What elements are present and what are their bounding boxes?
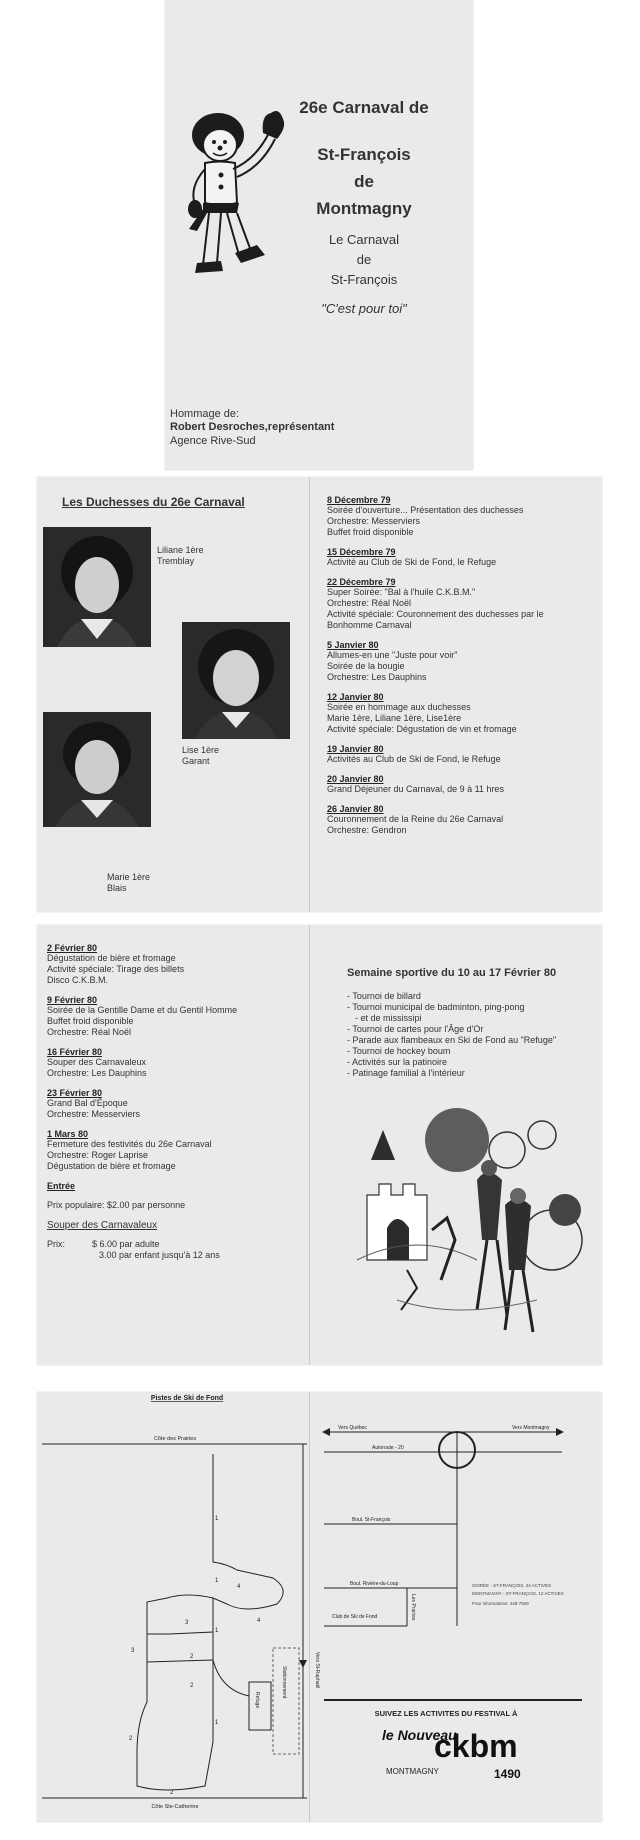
road-bottom: Côte Ste-Catherine (151, 1804, 199, 1810)
frequency-label: 1490 (494, 1767, 521, 1781)
event-date: 5 Janvier 80 (327, 640, 379, 650)
event-line: Super Soirée: "Bal à l'huile C.K.B.M." (327, 587, 476, 597)
semaine-item: - et de mississipi (347, 1013, 556, 1024)
prix-label: Prix: (47, 1239, 65, 1249)
cover-page (165, 0, 473, 470)
to-quebec: Vers Québec (338, 1425, 367, 1431)
event-line: Marie 1ère, Liliane 1ère, Lise1ère (327, 713, 462, 723)
event-block (327, 495, 592, 538)
trail-number: 2 (190, 1654, 194, 1660)
event-line: Souper des Carnavaleux (47, 1057, 147, 1067)
semaine-item: - Tournoi de billard (347, 991, 556, 1002)
event-date: 12 Janvier 80 (327, 692, 384, 702)
suivez-label: SUIVEZ LES ACTIVITES DU FESTIVAL À (374, 1709, 518, 1718)
event-line: Buffet froid disponible (47, 1016, 134, 1026)
trail-number: 1 (215, 1516, 219, 1522)
trail-number: 1 (215, 1578, 219, 1584)
cover-subtitle2: de (356, 252, 372, 267)
cover-subtitle1: Le Carnaval (328, 232, 400, 247)
event-line: Orchestre: Réal Noël (327, 598, 412, 608)
road-side: Vers St-Raphaël (314, 1652, 320, 1689)
event-line: Dégustation de bière et fromage (47, 953, 176, 963)
event-date: 16 Février 80 (47, 1047, 103, 1057)
le-nouveau-label: le Nouveau (382, 1727, 457, 1743)
event-date: 9 Février 80 (47, 995, 98, 1005)
event-date: 8 Décembre 79 (327, 495, 391, 505)
trail-number: 1 (215, 1720, 219, 1726)
event-block (327, 744, 592, 765)
trail-number: 2 (129, 1736, 133, 1742)
liliane-name: Liliane 1ère (157, 545, 204, 555)
trail-number: 2 (170, 1790, 174, 1796)
info-line: MONTMAGNY - ST-FRANÇOIS, 12 ACTIVES (472, 1591, 564, 1596)
photo-marie (43, 712, 151, 827)
event-line: Orchestre: Messerviers (47, 1109, 141, 1119)
event-date: 26 Janvier 80 (327, 804, 384, 814)
entree-heading: Entrée (47, 1181, 76, 1191)
event-line: Grand Bal d'Époque (47, 1098, 128, 1108)
event-block (327, 577, 592, 631)
trail-number: 3 (185, 1620, 189, 1626)
event-date: 22 Décembre 79 (327, 577, 396, 587)
prix-populaire: Prix populaire: $2.00 par personne (47, 1200, 186, 1210)
event-line: Allumes-en une "Juste pour voir" (327, 650, 458, 660)
prix-adulte: $ 6.00 par adulte (92, 1239, 160, 1249)
semaine-heading: Semaine sportive du 10 au 17 Février 80 (347, 967, 557, 979)
liliane-surname: Tremblay (157, 556, 195, 566)
event-line: Activité spéciale: Dégustation de vin et fromage (327, 724, 517, 734)
event-line: Activité au Club de Ski de Fond, le Refuge (327, 557, 497, 567)
event-block (47, 1129, 302, 1172)
event-line: Orchestre: Réal Noël (47, 1027, 132, 1037)
refuge-label: Refuge (254, 1692, 260, 1709)
event-date: 1 Mars 80 (47, 1129, 89, 1139)
event-line: Soirée de la Gentille Dame et du Gentil Homme (47, 1005, 238, 1015)
semaine-item: - Parade aux flambeaux en Ski de Fond au "Refuge" (347, 1035, 556, 1046)
lise-name: Lise 1ère (182, 745, 220, 755)
event-block (327, 774, 592, 795)
event-line: Disco C.K.B.M. (47, 975, 109, 985)
access-map (312, 1392, 602, 1822)
event-block (47, 943, 302, 986)
event-line: Grand Déjeuner du Carnaval, de 9 à 11 hres (327, 784, 504, 794)
duchesses-spread (37, 477, 602, 912)
semaine-item: - Tournoi de hockey boum (347, 1046, 556, 1057)
event-line: Activité spéciale: Couronnement des duchesses par le (327, 609, 544, 619)
event-line: Soirée de la bougie (327, 661, 405, 671)
event-date: 15 Décembre 79 (327, 547, 396, 557)
duchesses-heading: Les Duchesses du 26e Carnaval (62, 495, 245, 509)
event-line: Fermeture des festivités du 26e Carnaval (47, 1139, 212, 1149)
marie-surname: Blais (107, 883, 127, 893)
cover-title-line1: 26e Carnaval de (299, 98, 429, 117)
page-fold (309, 477, 310, 912)
photo-liliane (43, 527, 151, 647)
trail-number: 3 (131, 1648, 135, 1654)
event-line: Dégustation de bière et fromage (47, 1161, 176, 1171)
semaine-list (347, 991, 556, 1079)
page-fold (309, 925, 310, 1365)
prix-enfant: 3.00 par enfant jusqu'à 12 ans (99, 1250, 220, 1260)
boul-riviere: Boul. Rivière-du-Loup (350, 1581, 399, 1587)
event-date: 2 Février 80 (47, 943, 98, 953)
trail-number: 4 (237, 1584, 241, 1590)
event-line: Orchestre: Roger Laprise (47, 1150, 149, 1160)
lise-surname: Garant (182, 756, 210, 766)
event-date: 20 Janvier 80 (327, 774, 384, 784)
semaine-item: - Activités sur la patinoire (347, 1057, 556, 1068)
trail-number: 1 (215, 1628, 219, 1634)
semaine-item: - Patinage familial à l'intérieur (347, 1068, 556, 1079)
cover-title-line4: Montmagny (316, 199, 412, 218)
hommage-name: Robert Desroches,représentant (170, 421, 335, 433)
semaine-item: - Tournoi de cartes pour l'Âge d'Or (347, 1024, 556, 1035)
carnival-illustration (337, 1110, 587, 1350)
ckbm-logo: ckbm (434, 1728, 518, 1764)
parking-label: Stationnement (281, 1666, 287, 1699)
cover-title-line3: de (354, 172, 374, 191)
event-date: 23 Février 80 (47, 1088, 103, 1098)
event-block (47, 995, 302, 1038)
schedule-february-march (47, 943, 302, 1263)
event-line: Orchestre: Messerviers (327, 516, 421, 526)
road-top: Côte des Prairies (153, 1436, 197, 1442)
info-line: SOIRÉE - ST-FRANÇOIS, 44 ACTIVES (472, 1583, 552, 1588)
event-line: Activité spéciale: Tirage des billets (47, 964, 185, 974)
cover-title-line2: St-François (317, 145, 411, 164)
event-block (327, 640, 592, 683)
event-line: Soirée d'ouverture... Présentation des duchesses (327, 505, 524, 515)
photo-lise (182, 622, 290, 739)
les-prairies: Les Prairies (410, 1594, 416, 1621)
event-block (47, 1088, 302, 1120)
marie-name: Marie 1ère (107, 872, 151, 882)
event-line: Soirée en hommage aux duchesses (327, 702, 471, 712)
ski-trails-map (37, 1392, 320, 1822)
map-title: Pistes de Ski de Fond (150, 1395, 224, 1402)
trail-number: 2 (190, 1683, 194, 1689)
trail-number: 4 (257, 1618, 261, 1624)
montmagny-label: MONTMAGNY (386, 1767, 439, 1776)
cover-subtitle3: St-François (330, 272, 398, 287)
hommage-agency: Agence Rive-Sud (170, 435, 256, 447)
to-montmagny: Vers Montmagny (512, 1425, 550, 1431)
souper-heading: Souper des Carnavaleux (47, 1220, 158, 1231)
prix-block (47, 1239, 302, 1263)
event-line: Bonhomme Carnaval (327, 620, 412, 630)
event-line: Orchestre: Gendron (327, 825, 407, 835)
event-line: Orchestre: Les Dauphins (327, 672, 427, 682)
info-line: Pour informations: 248-7929 (472, 1601, 529, 1606)
event-block (327, 804, 592, 836)
event-line: Buffet froid disponible (327, 527, 414, 537)
event-line: Activités au Club de Ski de Fond, le Refuge (327, 754, 501, 764)
event-line: Couronnement de la Reine du 26e Carnaval (327, 814, 504, 824)
event-block (47, 1047, 302, 1079)
february-spread (37, 925, 602, 1365)
event-block (327, 547, 592, 568)
maps-spread (37, 1392, 602, 1822)
hommage-label: Hommage de: (170, 408, 240, 420)
cover-slogan: "C'est pour toi" (321, 301, 407, 316)
schedule-december-january (327, 495, 592, 845)
boul-stfrancois: Boul. St-François (352, 1517, 391, 1523)
event-line: Orchestre: Les Dauphins (47, 1068, 147, 1078)
autoroute-label: Autoroute - 20 (372, 1445, 404, 1451)
club-label: Club de Ski de Fond (332, 1614, 378, 1620)
semaine-item: - Tournoi municipal de badminton, ping-pong (347, 1002, 556, 1013)
event-date: 19 Janvier 80 (327, 744, 384, 754)
event-block (327, 692, 592, 735)
